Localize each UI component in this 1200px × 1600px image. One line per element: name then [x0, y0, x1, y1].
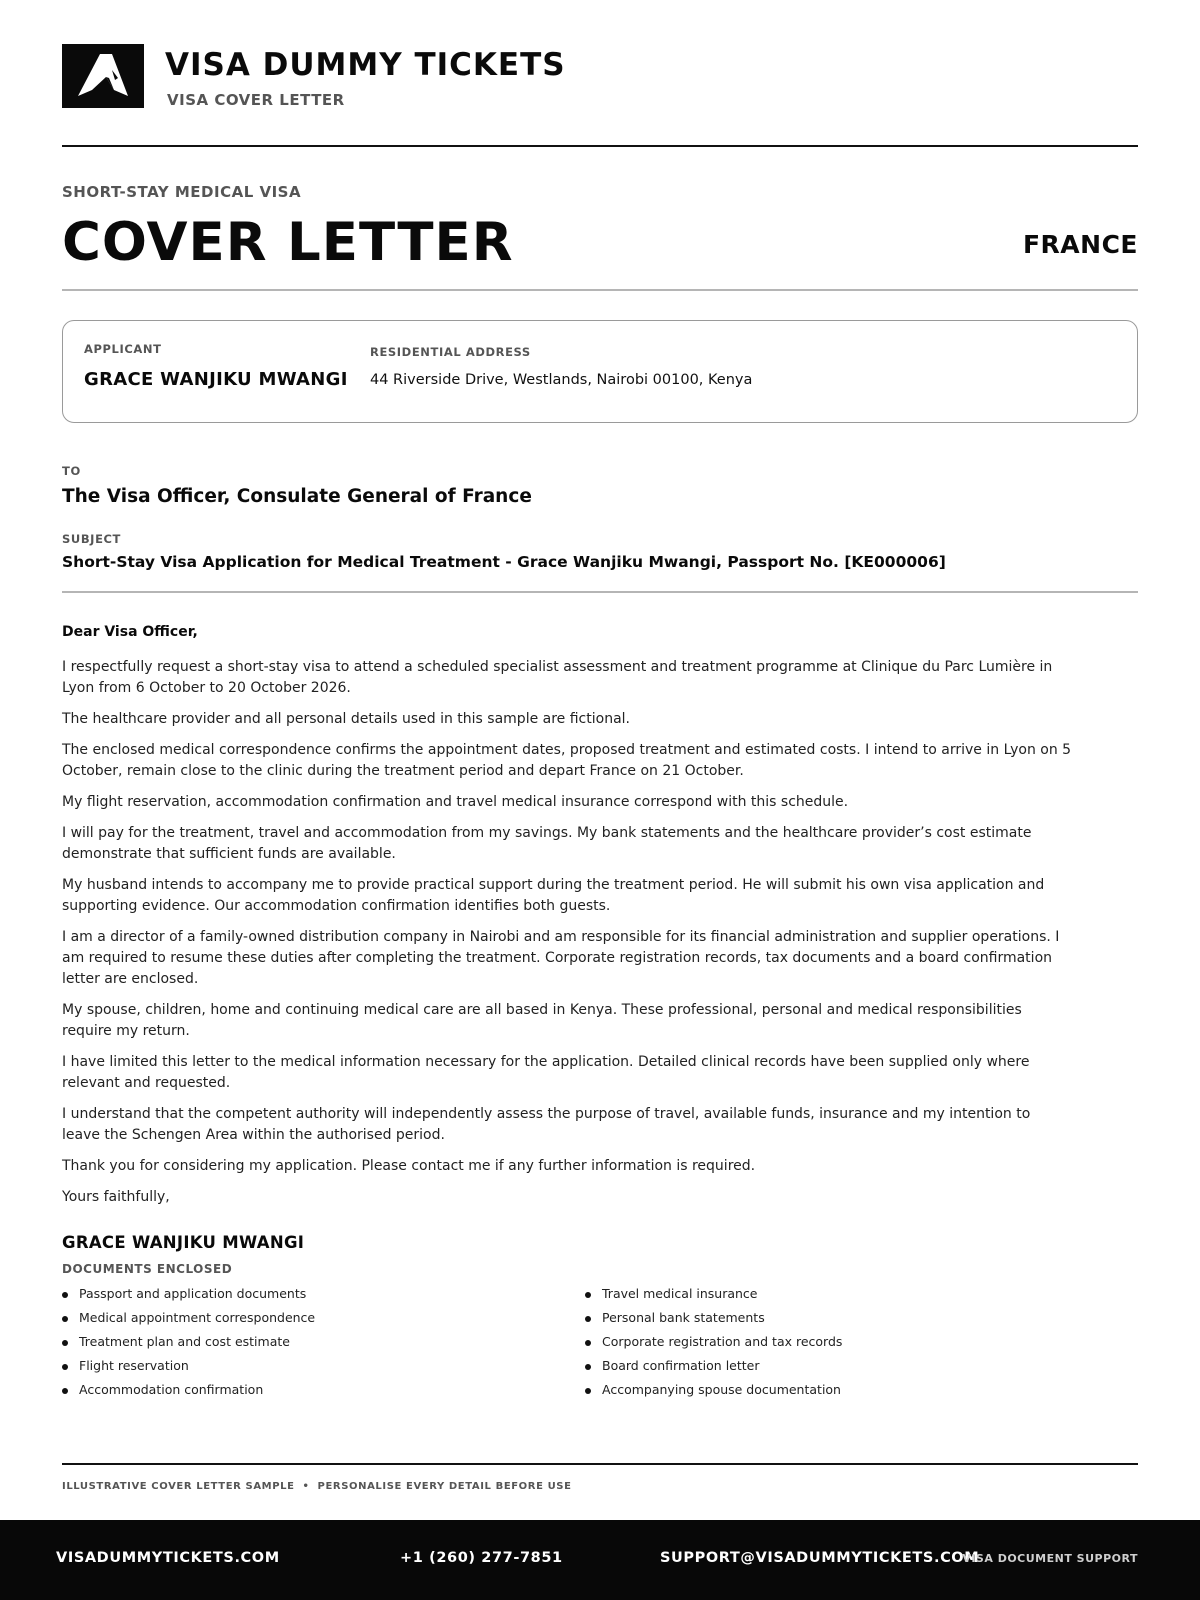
letter-paragraph: The healthcare provider and all personal details used in this sample are fictional.: [62, 711, 630, 727]
phone-number[interactable]: +1 (260) 277-7851: [400, 1550, 563, 1566]
bullet-icon: [62, 1292, 68, 1298]
document-item: Corporate registration and tax records: [602, 1334, 843, 1349]
footer-note-right: PERSONALISE EVERY DETAIL BEFORE USE: [317, 1481, 572, 1492]
document-item: Passport and application documents: [79, 1286, 307, 1301]
letter-paragraph: Thank you for considering my application. Please contact me if any further information is required.: [62, 1158, 756, 1174]
list-item: [585, 1382, 842, 1406]
letter-paragraph: I will pay for the treatment, travel and accommodation from my savings. My bank statements and the healthcare provider’s cost estimate demonstrate that sufficient funds are available.: [62, 825, 1032, 862]
list-item: [62, 1310, 315, 1334]
support-tagline: VISA DOCUMENT SUPPORT: [962, 1552, 1138, 1565]
visa-type: SHORT-STAY MEDICAL VISA: [62, 183, 302, 201]
list-item: [585, 1310, 842, 1334]
bullet-icon: [585, 1388, 591, 1394]
divider: [62, 289, 1138, 291]
letter-paragraph: I understand that the competent authority will independently assess the purpose of travel, available funds, insurance and my intention to leave the Schengen Area within the authorised period.: [62, 1106, 1031, 1143]
bullet-icon: [585, 1364, 591, 1370]
document-item: Accompanying spouse documentation: [602, 1382, 841, 1397]
letter-paragraph: The enclosed medical correspondence confirms the appointment dates, proposed treatment and estimated costs. I intend to arrive in Lyon on 5 October, remain close to the clinic during the treatment period and depart France on 21 October.: [62, 742, 1072, 779]
list-item: [585, 1334, 842, 1358]
applicant-address: 44 Riverside Drive, Westlands, Nairobi 00100, Kenya: [370, 372, 753, 388]
bullet-icon: [585, 1316, 591, 1322]
list-item: [62, 1382, 315, 1406]
destination-country: FRANCE: [1022, 230, 1138, 259]
brand-subtitle: VISA COVER LETTER: [167, 91, 345, 109]
applicant-label: APPLICANT: [84, 342, 162, 356]
address-label: RESIDENTIAL ADDRESS: [370, 345, 531, 359]
footer-note-left: ILLUSTRATIVE COVER LETTER SAMPLE: [62, 1481, 295, 1492]
letter-paragraph: My husband intends to accompany me to provide practical support during the treatment period. He will submit his own visa application and supporting evidence. Our accommodation confirmation identifies both guests.: [62, 877, 1045, 914]
bullet-icon: [62, 1364, 68, 1370]
letter-paragraph: I have limited this letter to the medical information necessary for the application. Detailed clinical records have been supplied only where relevant and requested.: [62, 1054, 1030, 1091]
document-item: Accommodation confirmation: [79, 1382, 264, 1397]
documents-enclosed-label: DOCUMENTS ENCLOSED: [62, 1262, 233, 1276]
divider: [62, 1463, 1138, 1465]
letter-body: [62, 622, 1072, 1218]
contact-bar: [0, 1520, 1200, 1600]
document-item: Medical appointment correspondence: [79, 1310, 316, 1325]
list-item: [585, 1358, 842, 1382]
document-title: COVER LETTER: [62, 212, 514, 273]
closing: Yours faithfully,: [62, 1189, 170, 1205]
bullet-icon: [585, 1292, 591, 1298]
bullet-icon: [585, 1340, 591, 1346]
footer-note-separator: •: [302, 1481, 310, 1492]
recipient: The Visa Officer, Consulate General of France: [62, 486, 532, 507]
list-item: [62, 1286, 315, 1310]
brand-name: VISA DUMMY TICKETS: [165, 47, 566, 83]
signature-name: GRACE WANJIKU MWANGI: [62, 1233, 305, 1252]
divider: [62, 591, 1138, 593]
subject-label: SUBJECT: [62, 532, 122, 546]
letterhead: [62, 44, 1138, 108]
bullet-icon: [62, 1340, 68, 1346]
list-item: [62, 1358, 315, 1382]
letter-paragraph: My spouse, children, home and continuing medical care are all based in Kenya. These professional, personal and medical responsibilities require my return.: [62, 1002, 1022, 1039]
footer-note: [62, 1481, 572, 1492]
bullet-icon: [62, 1316, 68, 1322]
letter-paragraph: I am a director of a family-owned distribution company in Nairobi and am responsible for its financial administration and supplier operations. I am required to resume these duties after completing the treatment. Corporate registration records, tax documents and a board confirmation letter are enclosed.: [62, 929, 1060, 987]
applicant-name: GRACE WANJIKU MWANGI: [84, 369, 348, 390]
support-email-link[interactable]: SUPPORT@VISADUMMYTICKETS.COM: [660, 1550, 980, 1566]
document-item: Travel medical insurance: [602, 1286, 758, 1301]
list-item: [62, 1334, 315, 1358]
document-item: Flight reservation: [79, 1358, 189, 1373]
letter-paragraph: My flight reservation, accommodation confirmation and travel medical insurance correspond with this schedule.: [62, 794, 849, 810]
document-item: Personal bank statements: [602, 1310, 765, 1325]
website-link[interactable]: VISADUMMYTICKETS.COM: [56, 1550, 280, 1566]
list-item: [585, 1286, 842, 1310]
salutation: Dear Visa Officer,: [62, 624, 198, 640]
to-label: TO: [62, 464, 81, 478]
document-item: Treatment plan and cost estimate: [79, 1334, 290, 1349]
applicant-card: [62, 320, 1138, 423]
bullet-icon: [62, 1388, 68, 1394]
letter-paragraph: I respectfully request a short-stay visa to attend a scheduled specialist assessment and treatment programme at Clinique du Parc Lumière in Lyon from 6 October to 20 October 2026.: [62, 659, 1053, 696]
divider: [62, 145, 1138, 147]
mountain-logo-icon: [62, 44, 144, 108]
document-item: Board confirmation letter: [602, 1358, 760, 1373]
subject-line: Short-Stay Visa Application for Medical Treatment - Grace Wanjiku Mwangi, Passport No. [KE000006]: [62, 553, 946, 571]
